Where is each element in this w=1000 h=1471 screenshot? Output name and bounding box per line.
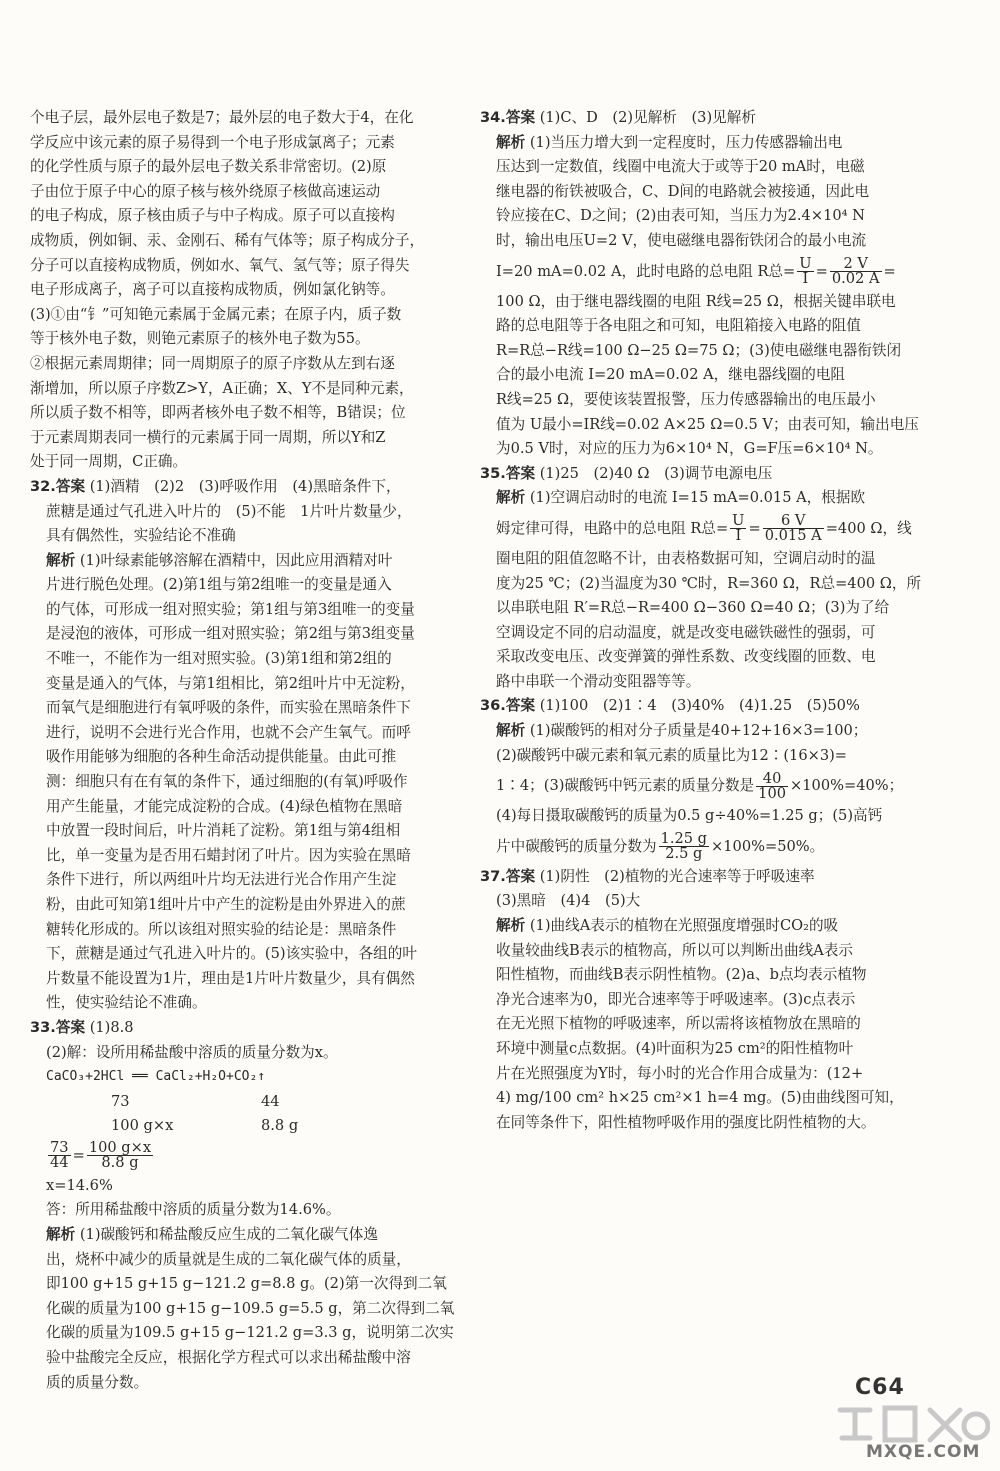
analysis-line: 出，烧杯中减少的质量就是生成的二氧化碳气体的质量， <box>46 1250 411 1268</box>
text-line: 分子可以直接构成物质，例如水、氧气、氢气等；原子得失 <box>30 256 410 274</box>
analysis-text: (1)碳酸钙和稀盐酸反应生成的二氧化碳气体逸 <box>79 1225 378 1243</box>
chemical-equation: CaCO₃+2HCl ══ CaCl₂+H₂O+CO₂↑ <box>46 1069 266 1085</box>
equation-value: 100 g×x <box>111 1116 174 1134</box>
analysis-line: 铃应接在C、D之间；(2)由表可知，当压力为2.4×10⁴ N <box>496 207 865 225</box>
analysis-line: 压达到一定数值，线圈中电流大于或等于20 mA时，电磁 <box>496 158 865 176</box>
analysis-line: 路的总电阻等于各电阻之和可知，电阻箱接入电路的阻值 <box>496 317 861 335</box>
analysis-tag: 解析 <box>46 551 76 569</box>
analysis-line: 片在光照强度为Y时，每小时的光合作用合成量为：(12+ <box>496 1064 864 1082</box>
analysis-line: 环境中测量c点数据。(4)叶面积为25 cm²的阳性植物叶 <box>496 1040 854 1057</box>
analysis-tag: 解析 <box>496 722 526 740</box>
question-number: 37. <box>480 867 506 885</box>
analysis-line: 进行，说明不会进行光合作用，也就不会产生氧气。而呼 <box>46 723 411 741</box>
ratio-line: $\frac{73}{44}$ = $\frac{100 g\times x}{8.8 g}$ <box>50 1139 152 1172</box>
analysis-line: R线=25 Ω，要使该装置报警，压力传感器输出的电压最小 <box>496 390 876 408</box>
fraction: $\frac{40}{100}$ <box>758 769 787 802</box>
analysis-line: 下，蔗糖是通过气孔进入叶片的。(5)该实验中，各组的叶 <box>46 945 417 963</box>
question-number: 34. <box>480 109 506 126</box>
answer-tag: 答案 <box>505 867 536 885</box>
answer-text: (1)100 (2)1∶4 (3)40% (4)1.25 (5)50% <box>539 697 860 715</box>
equation-row <box>30 1114 470 1138</box>
text-line: 渐增加，所以原子序数Z>Y，A正确；X、Y不是同种元素， <box>30 379 414 397</box>
analysis-line: 净光合速率为0，即光合速率等于呼吸速率。(3)c点表示 <box>496 990 856 1008</box>
answer-tag: 答案 <box>505 697 536 715</box>
answer-line: (3)黑暗 (4)4 (5)大 <box>496 892 641 910</box>
analysis-line: 空调设定不同的启动温度，就是改变电磁铁磁性的强弱，可 <box>496 623 876 641</box>
watermark-text: MXQE.COM <box>866 1442 981 1462</box>
text-line: 等于核外电子数，则铯元素原子的核外电子数为55。 <box>30 330 370 348</box>
analysis-line: 阳性植物，而曲线B表示阴性植物。(2)a、b点均表示植物 <box>496 966 867 984</box>
answer-text: (1)酒精 (2)2 (3)呼吸作用 (4)黑暗条件下， <box>89 477 401 495</box>
analysis-line: (4)每日摄取碳酸钙的质量为0.5 g÷40%=1.25 g；(5)高钙 <box>496 807 883 825</box>
final-answer-line: 答：所用稀盐酸中溶质的质量分数为14.6%。 <box>46 1201 341 1219</box>
text-line: ②根据元素周期律；同一周期原子的原子序数从左到右逐 <box>30 354 395 372</box>
analysis-line: 100 Ω，由于继电器线圈的电阻 R线=25 Ω，根据关键串联电 <box>496 292 896 310</box>
answer-tag: 答案 <box>55 477 86 495</box>
question-number: 36. <box>480 697 506 715</box>
equation-value: 73 <box>111 1092 130 1110</box>
formula-line: 片中碳酸钙的质量分数为 $\frac{1.25 g}{2.5 g}$ ×100%=50%。 <box>496 830 825 863</box>
analysis-line: 变量是通入的气体，与第1组相比，第2组叶片中无淀粉， <box>46 674 415 692</box>
analysis-line: 测：细胞只有在有氧的条件下，通过细胞的(有氧)呼吸作 <box>46 773 408 791</box>
analysis-line: 收量较曲线B表示的植物高，所以可以判断出曲线A表示 <box>496 941 853 959</box>
page-number: C64 <box>855 1375 905 1400</box>
fraction: $\frac{U}{I}$ <box>799 255 812 288</box>
analysis-line: 粉，由此可知第1组叶片中产生的淀粉是由外界进入的蔗 <box>46 896 406 913</box>
text-line: 的化学性质与原子的最外层电子数关系非常密切。(2)原 <box>30 158 387 176</box>
analysis-line <box>480 486 932 511</box>
text-line: 成物质，例如铜、汞、金刚石、稀有气体等；原子构成分子， <box>30 231 425 249</box>
analysis-line: 圈电阻的阻值忽略不计，由表格数据可知，空调启动时的温 <box>496 549 876 567</box>
equation-row <box>30 1090 470 1114</box>
answer-line <box>480 106 932 131</box>
analysis-line: 验中盐酸完全反应，根据化学方程式可以求出稀盐酸中溶 <box>46 1348 411 1366</box>
text-line: 学反应中该元素的原子易得到一个电子形成氯离子；元素 <box>30 133 395 151</box>
analysis-line: 时，输出电压U=2 V，使电磁继电器衔铁闭合的最小电流 <box>496 231 867 249</box>
answer-line: 蔗糖是通过气孔进入叶片的 (5)不能 1片叶片数量少， <box>46 502 412 520</box>
left-column <box>30 106 470 1395</box>
formula-line: I=20 mA=0.02 A，此时电路的总电阻 R总= $\frac{U}{I}$ = $\frac{2 V}{0.02 A}$ = <box>496 255 896 288</box>
right-column <box>480 106 932 1135</box>
analysis-line: 即100 g+15 g+15 g−121.2 g=8.8 g。(2)第一次得到二氧 <box>46 1275 447 1293</box>
fraction: $\frac{100 g\times x}{8.8 g}$ <box>88 1139 152 1172</box>
analysis-line: 在无光照下植物的呼吸速率，所以需将该植物放在黑暗的 <box>496 1015 861 1033</box>
analysis-line <box>480 131 932 156</box>
equation-value: 44 <box>261 1092 280 1110</box>
fraction: $\frac{2 V}{0.02 A}$ <box>831 255 880 288</box>
analysis-line: 片数量不能设置为1片，理由是1片叶片数量少，具有偶然 <box>46 969 415 987</box>
answer-text: (1)C、D (2)见解析 (3)见解析 <box>539 109 756 126</box>
analysis-line: 性，使实验结论不准确。 <box>46 994 207 1012</box>
analysis-line: 在同等条件下，阳性植物呼吸作用的强度比阴性植物的大。 <box>496 1113 876 1131</box>
result-line: x=14.6% <box>46 1176 113 1194</box>
analysis-text: (1)空调启动时的电流 I=15 mA=0.015 A，根据欧 <box>529 489 866 507</box>
answer-line <box>480 865 932 890</box>
analysis-line: R=R总−R线=100 Ω−25 Ω=75 Ω；(3)使电磁继电器衔铁闭 <box>496 341 902 359</box>
answer-line <box>30 475 470 500</box>
text-line: 所以质子数不相等，即两者核外电子数不相等，B错误；位 <box>30 404 406 422</box>
text-line: (3)①由“钅”可知铯元素属于金属元素；在原子内，质子数 <box>30 305 402 323</box>
question-36 <box>480 694 932 864</box>
formula-line: 姆定律可得，电路中的总电阻 R总= $\frac{U}{I}$ = $\frac{6 V}{0.015 A}$ =400 Ω，线 <box>496 512 912 545</box>
analysis-text: (1)当压力增大到一定程度时，压力传感器输出电 <box>529 133 843 151</box>
analysis-line: 是浸泡的液体，可形成一组对照实验；第2组与第3组变量 <box>46 625 415 643</box>
analysis-line <box>480 914 932 939</box>
analysis-line <box>480 719 932 744</box>
text-line: 电子形成离子，离子可以直接构成物质，例如氯化钠等。 <box>30 281 395 299</box>
analysis-line <box>30 1223 470 1248</box>
analysis-line: 为0.5 V时，对应的压力为6×10⁴ N，G=F压=6×10⁴ N。 <box>496 440 883 458</box>
analysis-line: 的气体，可形成一组对照实验；第1组与第3组唯一的变量 <box>46 600 415 618</box>
analysis-line: 不唯一，不能作为一组对照实验。(3)第1组和第2组的 <box>46 650 392 668</box>
analysis-line: 吸作用能够为细胞的各种生命活动提供能量。由此可推 <box>46 748 397 766</box>
question-number: 35. <box>480 464 506 482</box>
question-32 <box>30 475 470 1016</box>
text-line: 个电子层，最外层电子数是7；最外层的电子数大于4，在化 <box>30 109 414 126</box>
analysis-line: 而氧气是细胞进行有氧呼吸的条件，而实验在黑暗条件下 <box>46 699 411 717</box>
formula-line: 1∶4；(3)碳酸钙中钙元素的质量分数是 $\frac{40}{100}$ ×100%=40%； <box>496 769 904 802</box>
answer-tag: 答案 <box>505 109 536 126</box>
question-35 <box>480 462 932 695</box>
analysis-line: 中放置一段时间后，叶片消耗了淀粉。第1组与第4组相 <box>46 822 401 840</box>
equation-value: 8.8 g <box>261 1116 299 1134</box>
analysis-tag: 解析 <box>496 133 526 151</box>
text-line: 于元素周期表同一横行的元素属于同一周期，所以Y和Z <box>30 428 386 446</box>
fraction: $\frac{73}{44}$ <box>50 1139 69 1172</box>
question-number: 32. <box>30 477 56 495</box>
question-number: 33. <box>30 1018 56 1036</box>
answer-line: 具有偶然性，实验结论不准确 <box>46 527 236 545</box>
analysis-line: 质的质量分数。 <box>46 1373 149 1391</box>
analysis-line: (2)碳酸钙中碳元素和氧元素的质量比为12∶(16×3)= <box>496 746 848 764</box>
text-line: 的电子构成，原子核由质子与中子构成。原子可以直接构 <box>30 207 395 225</box>
question-37 <box>480 865 932 1136</box>
analysis-line: 以串联电阻 R′=R总−R=400 Ω−360 Ω=40 Ω；(3)为了给 <box>496 599 890 617</box>
analysis-line: 路中串联一个滑动变阻器等等。 <box>496 672 701 690</box>
analysis-line: 化碳的质量为100 g+15 g−109.5 g=5.5 g，第二次得到二氧 <box>46 1299 455 1317</box>
analysis-tag: 解析 <box>46 1225 76 1243</box>
analysis-line: 糖转化形成的。所以该组对照实验的结论是：黑暗条件 <box>46 920 397 938</box>
analysis-line: 化碳的质量为109.5 g+15 g−121.2 g=3.3 g，说明第二次实 <box>46 1324 454 1342</box>
analysis-text: (1)叶绿素能够溶解在酒精中，因此应用酒精对叶 <box>79 551 393 569</box>
text-line: 处于同一周期，C正确。 <box>30 453 188 471</box>
answer-line <box>30 1016 470 1041</box>
analysis-line: 用产生能量，才能完成淀粉的合成。(4)绿色植物在黑暗 <box>46 797 403 815</box>
analysis-line <box>30 549 470 574</box>
text-line: 子由位于原子中心的原子核与核外绕原子核做高速运动 <box>30 182 381 200</box>
analysis-text: (1)曲线A表示的植物在光照强度增强时CO₂的吸 <box>529 917 839 935</box>
answer-line <box>480 694 932 719</box>
answer-tag: 答案 <box>505 464 536 482</box>
analysis-line: 继电器的衔铁被吸合，C、D间的电路就会被接通，因此电 <box>496 182 870 200</box>
answer-text: (1)25 (2)40 Ω (3)调节电源电压 <box>539 464 773 482</box>
analysis-line: 条件下进行，所以两组叶片均无法进行光合作用产生淀 <box>46 871 397 889</box>
answer-line <box>480 462 932 487</box>
analysis-line: 比，单一变量为是否用石蜡封闭了叶片。因为实验在黑暗 <box>46 846 411 864</box>
analysis-line: 值为 U最小=IR线=0.02 A×25 Ω=0.5 V；由表可知，输出电压 <box>496 415 919 433</box>
answer-text: (1)阴性 (2)植物的光合速率等于呼吸速率 <box>539 867 815 885</box>
analysis-line: 4) mg/100 cm² h×25 cm²×1 h=4 mg。(5)由曲线图可知， <box>496 1089 904 1107</box>
fraction: $\frac{U}{I}$ <box>732 512 745 545</box>
analysis-tag: 解析 <box>496 917 526 935</box>
answer-text: (1)8.8 <box>89 1018 134 1036</box>
question-34 <box>480 106 932 462</box>
analysis-line: 片进行脱色处理。(2)第1组与第2组唯一的变量是通入 <box>46 576 392 594</box>
answer-tag: 答案 <box>55 1018 86 1036</box>
fraction: $\frac{1.25 g}{2.5 g}$ <box>660 830 708 863</box>
question-33 <box>30 1016 470 1395</box>
analysis-line: 采取改变电压、改变弹簧的弹性系数、改变线圈的匝数、电 <box>496 648 876 666</box>
fraction: $\frac{6 V}{0.015 A}$ <box>764 512 822 545</box>
q31-continuation <box>30 106 470 475</box>
analysis-text: (1)碳酸钙的相对分子质量是40+12+16×3=100； <box>529 722 868 740</box>
analysis-line: 合的最小电流 I=20 mA=0.02 A，继电器线圈的电阻 <box>496 366 846 384</box>
analysis-line: 度为25 ℃；(2)当温度为30 ℃时，R=360 Ω，R总=400 Ω，所 <box>496 574 922 592</box>
solve-line: (2)解：设所用稀盐酸中溶质的质量分数为x。 <box>46 1043 338 1061</box>
analysis-tag: 解析 <box>496 489 526 507</box>
